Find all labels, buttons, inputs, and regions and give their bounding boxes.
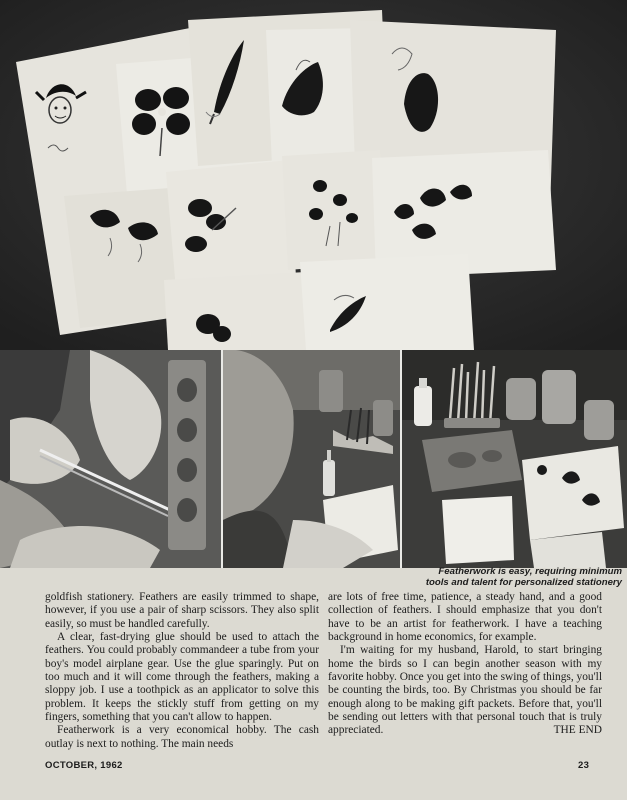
paragraph: A clear, fast-drying glue should be used to attach the feathers. You could probably commandeer a tube from your boy's model airplane gear. Use the glue sparingly. Put on too much and it will come through the feathers, making a sloppy job. I use a toothpick as an applicator to solve this problem. It keeps the stickly stuff from getting on my fingers, something that you can't allow to happen. (45, 631, 319, 724)
card-feather-pansies (166, 160, 296, 290)
card-feather-bouquet (282, 150, 386, 270)
page-number: 23 (578, 760, 590, 771)
article-column-right (328, 591, 602, 738)
paragraph (328, 644, 602, 737)
photo-gluing-feather (223, 350, 400, 568)
caption-line-1: Featherwork is easy, requiring minimum (438, 566, 622, 577)
caption-line-2: tools and talent for personalized stationery (425, 577, 622, 588)
photo-trimming-feather (0, 350, 221, 568)
end-mark: THE END (553, 724, 602, 737)
article-column-left (45, 591, 319, 751)
photo-tools-and-cards (402, 350, 627, 568)
work-photos-strip (0, 350, 627, 568)
card-feather-spray (300, 254, 474, 350)
paragraph-text: I'm waiting for my husband, Harold, to start bringing home the birds so I can begin another season with my favorite hobby. Once you get into the swing of things, you'll be counting the birds, too. By Christmas you should be far enough along to be making gift packets. Before that, you'll be sending out letters with that personal touch that is truly appreciated. (328, 644, 603, 737)
paragraph: goldfish stationery. Feathers are easily trimmed to shape, however, if you use a pair of sharp scissors. They also split easily, so must be handled carefully. (45, 591, 319, 630)
paragraph: are lots of free time, patience, a steady hand, and a good collection of feathers. I should emphasize that you don't have to be an artist for featherwork. I have a teaching background in home economics, for example. (328, 591, 602, 644)
issue-date: OCTOBER, 1962 (45, 760, 123, 771)
photo-caption (360, 566, 622, 588)
stationery-cards-photo (0, 0, 627, 350)
card-feather-pansy-small (164, 272, 310, 350)
stationery-cards-illustration (0, 0, 627, 350)
paragraph: Featherwork is a very economical hobby. The cash outlay is next to nothing. The main needs (45, 724, 319, 750)
